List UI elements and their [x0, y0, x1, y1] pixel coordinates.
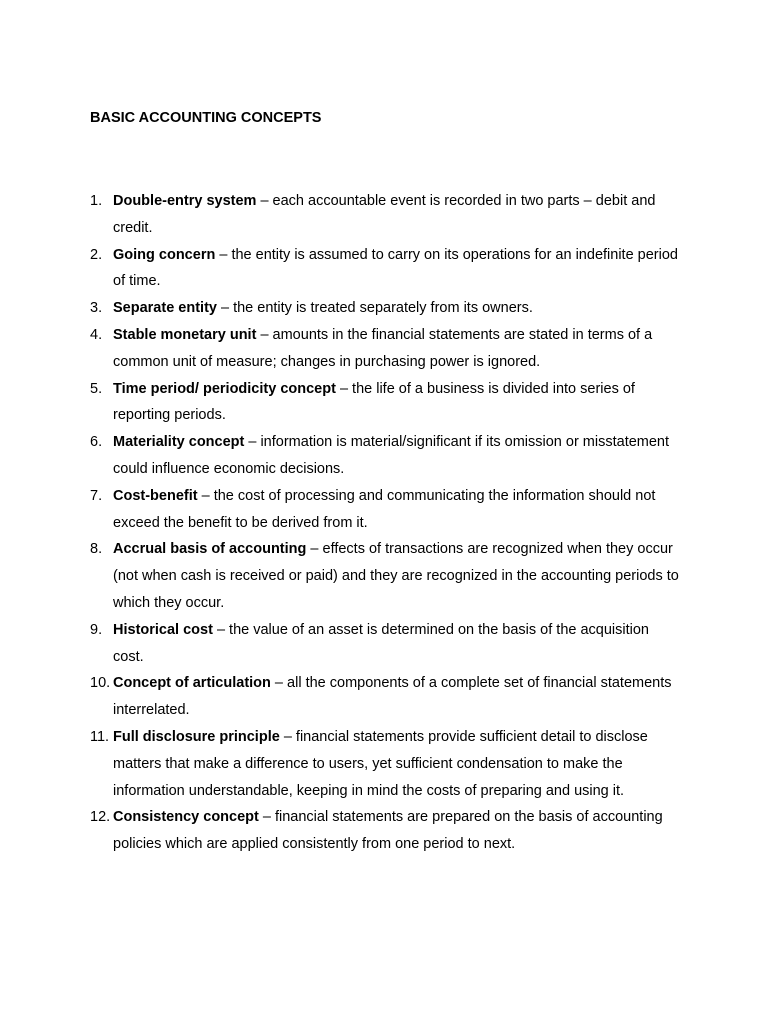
item-term: Materiality concept — [113, 434, 245, 451]
item-description: – the cost of processing and communicating the information should not exceed the benefit to be derived from it. — [113, 487, 656, 531]
item-description: – amounts in the financial statements are stated in terms of a common unit of measure; changes in purchasing power is ignored. — [113, 326, 653, 370]
list-item — [90, 483, 682, 537]
item-number: 4. — [90, 326, 103, 343]
item-term: Full disclosure principle — [113, 728, 280, 745]
list-item — [90, 188, 682, 242]
item-description: – all the components of a complete set of financial statements interrelated. — [113, 675, 672, 719]
list-item — [90, 242, 682, 296]
item-term: Historical cost — [113, 621, 213, 638]
list-item — [90, 295, 682, 322]
item-term: Accrual basis of accounting — [113, 541, 307, 558]
list-item — [90, 322, 682, 376]
list-item — [90, 724, 682, 804]
item-number: 1. — [90, 193, 103, 209]
item-term: Separate entity — [113, 300, 217, 317]
item-number: 6. — [90, 434, 103, 451]
item-description: – the life of a business is divided into series of reporting periods. — [113, 380, 635, 424]
list-item — [90, 670, 682, 724]
item-number: 7. — [90, 487, 103, 504]
item-description: – the entity is treated separately from its owners. — [216, 300, 533, 317]
item-number: 5. — [90, 380, 103, 397]
item-description: – each accountable event is recorded in two parts – debit and credit. — [113, 193, 656, 236]
item-number: 11. — [90, 728, 110, 745]
item-term: Concept of articulation — [113, 675, 271, 692]
item-description: – effects of transactions are recognized when they occur (not when cash is received or paid) and they are recognized in the accounting periods to which they occur. — [113, 541, 679, 611]
item-number: 2. — [90, 246, 103, 263]
item-term: Stable monetary unit — [113, 326, 257, 343]
item-number: 9. — [90, 621, 103, 638]
item-description: – the entity is assumed to carry on its operations for an indefinite period of time. — [113, 246, 678, 290]
item-description: – financial statements provide sufficient detail to disclose matters that make a difference to users, yet sufficient condensation to make the information understandable, keeping in mind the costs of preparing and using it. — [113, 728, 648, 799]
item-description: – information is material/significant if its omission or misstatement could influence economic decisions. — [113, 434, 670, 477]
item-term: Time period/ periodicity concept — [113, 380, 336, 397]
item-term: Consistency concept — [113, 809, 259, 826]
list-item — [90, 617, 682, 671]
list-item — [90, 376, 682, 430]
item-term: Cost-benefit — [113, 487, 198, 504]
item-number: 10. — [90, 675, 111, 692]
item-term: Double-entry system — [113, 193, 257, 209]
item-term: Going concern — [113, 246, 216, 263]
list-item — [90, 536, 682, 616]
item-description: – financial statements are prepared on the basis of accounting policies which are applied consistently from one period to next. — [113, 809, 663, 853]
concept-list — [90, 188, 682, 858]
item-description: – the value of an asset is determined on the basis of the acquisition cost. — [113, 621, 649, 665]
list-item — [90, 429, 682, 483]
page-title: BASIC ACCOUNTING CONCEPTS — [90, 110, 322, 126]
item-number: 8. — [90, 541, 103, 558]
item-number: 12. — [90, 809, 111, 826]
list-item — [90, 804, 682, 858]
item-number: 3. — [90, 300, 103, 317]
